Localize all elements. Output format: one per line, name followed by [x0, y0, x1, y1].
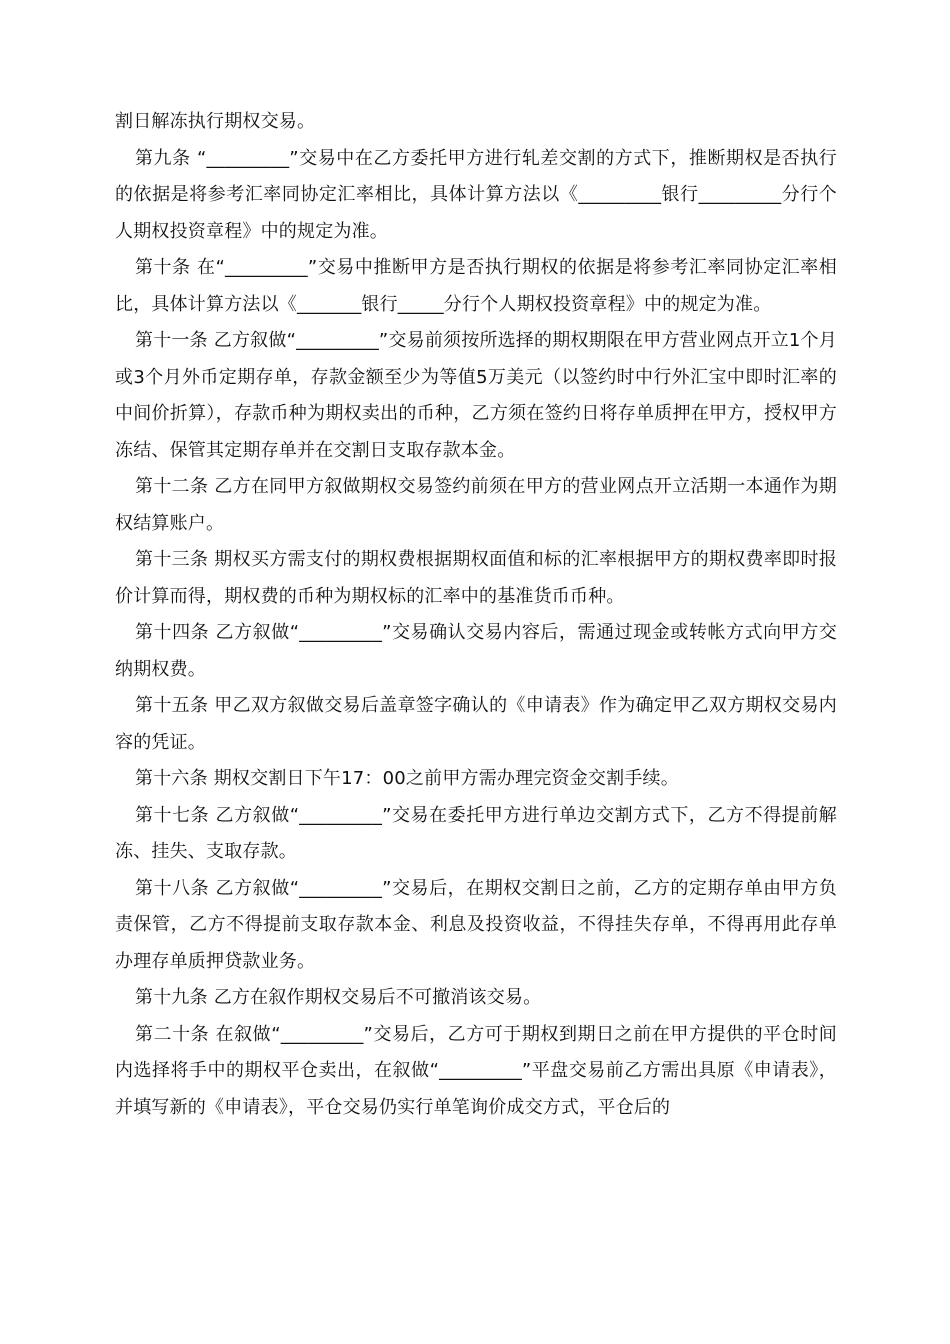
article-14: 第十四条 乙方叙做“_________”交易确认交易内容后，需通过现金或转帐方式向甲方交纳期权费。: [115, 622, 837, 680]
article-16: 第十六条 期权交割日下午17：00之前甲方需办理完资金交割手续。: [135, 768, 679, 789]
article-9: 第九条 “_________”交易中在乙方委托甲方进行轧差交割的方式下，推断期权是否执行的依据是将参考汇率同协定汇率相比，具体计算方法以《_________银行_________分行个人期权投资章程》中的规定为准。: [115, 147, 837, 242]
document-page: [115, 104, 837, 1126]
article-11: 第十一条 乙方叙做“_________”交易前须按所选择的期权期限在甲方营业网点开立1个月或3个月外币定期存单，存款金额至少为等值5万美元（以签约时中行外汇宝中即时汇率的中间价折算），存款币种为期权卖出的币种，乙方须在签约日将存单质押在甲方，授权甲方冻结、保管其定期存单并在交割日支取存款本金。: [115, 330, 837, 461]
article-10: 第十条 在“_________”交易中推断甲方是否执行期权的依据是将参考汇率同协定汇率相比，具体计算方法以《_______银行_____分行个人期权投资章程》中的规定为准。: [115, 257, 837, 315]
article-18: 第十八条 乙方叙做“_________”交易后，在期权交割日之前，乙方的定期存单由甲方负责保管，乙方不得提前支取存款本金、利息及投资收益，不得挂失存单，不得再用此存单办理存单质押贷款业务。: [115, 877, 837, 972]
article-12: 第十二条 乙方在同甲方叙做期权交易签约前须在甲方的营业网点开立活期一本通作为期权结算账户。: [115, 476, 837, 534]
article-13: 第十三条 期权买方需支付的期权费根据期权面值和标的汇率根据甲方的期权费率即时报价计算而得，期权费的币种为期权标的汇率中的基准货币币种。: [115, 549, 837, 607]
article-15: 第十五条 甲乙双方叙做交易后盖章签字确认的《申请表》作为确定甲乙双方期权交易内容的凭证。: [115, 695, 837, 753]
article-19: 第十九条 乙方在叙作期权交易后不可撤消该交易。: [135, 987, 542, 1008]
article-20: 第二十条 在叙做“_________”交易后，乙方可于期权到期日之前在甲方提供的平仓时间内选择将手中的期权平仓卖出，在叙做“_________”平盘交易前乙方需出具原《申请表》，并填写新的《申请表》，平仓交易仍实行单笔询价成交方式，平仓后的: [115, 1023, 837, 1118]
article-17: 第十七条 乙方叙做“_________”交易在委托甲方进行单边交割方式下，乙方不得提前解冻、挂失、支取存款。: [115, 804, 837, 862]
paragraph-continuation: 割日解冻执行期权交易。: [115, 111, 316, 132]
